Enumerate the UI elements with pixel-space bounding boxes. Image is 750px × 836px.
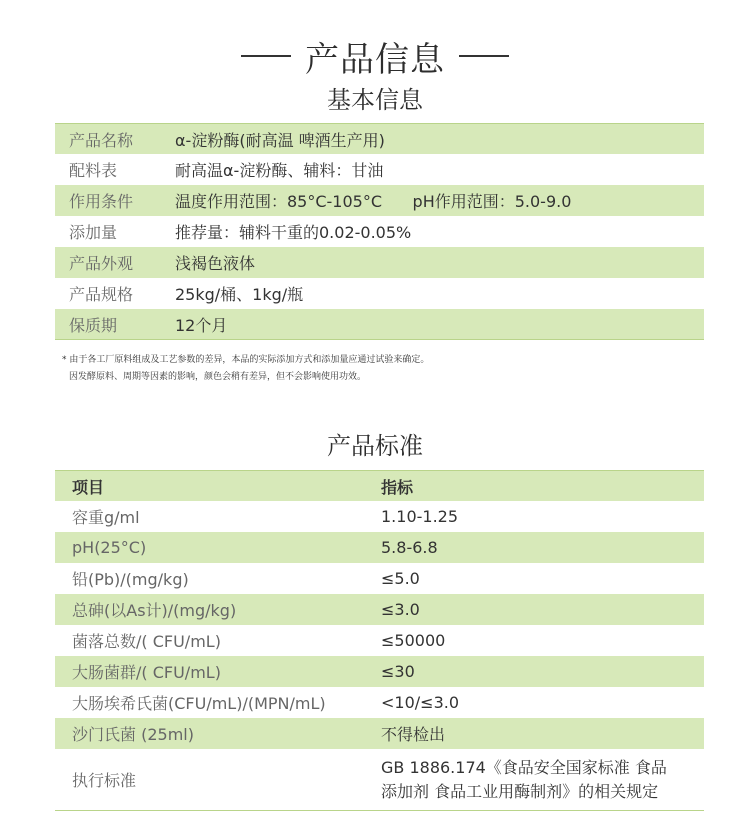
info-label: 产品外观 bbox=[69, 254, 134, 273]
info-row-product-name bbox=[55, 123, 704, 154]
info-label: 作用条件 bbox=[69, 192, 134, 211]
value-cell: 不得检出 bbox=[381, 725, 446, 744]
title-dash-right bbox=[459, 55, 509, 57]
table-row bbox=[55, 656, 704, 687]
value-cell: 1.10-1.25 bbox=[381, 507, 459, 526]
basic-info-table bbox=[55, 123, 704, 340]
item-cell: 容重g/ml bbox=[72, 508, 140, 527]
info-value: 12个月 bbox=[175, 315, 228, 335]
table-row bbox=[55, 501, 704, 532]
standard-table bbox=[55, 470, 704, 811]
info-row-appearance bbox=[55, 247, 704, 278]
value-cell: ≤30 bbox=[381, 662, 415, 681]
info-label: 产品名称 bbox=[69, 130, 134, 150]
standard-header-row bbox=[55, 470, 704, 501]
table-row bbox=[55, 532, 704, 563]
item-cell: 执行标准 bbox=[72, 771, 137, 790]
title-dash-left bbox=[241, 55, 291, 57]
value-cell: ≤50000 bbox=[381, 631, 446, 650]
basic-info-title: 基本信息 bbox=[327, 86, 423, 114]
footnote-line: 因发酵原料、周期等因素的影响，颜色会稍有差异，但不会影响使用功效。 bbox=[69, 372, 367, 382]
standard-title: 产品标准 bbox=[327, 432, 423, 460]
item-cell: pH(25°C) bbox=[72, 538, 147, 557]
info-label: 添加量 bbox=[69, 223, 118, 242]
info-value: 温度作用范围：85°C-105°C pH作用范围：5.0-9.0 bbox=[175, 192, 572, 211]
table-row bbox=[55, 625, 704, 656]
info-label: 保质期 bbox=[69, 315, 118, 335]
value-cell: 5.8-6.8 bbox=[381, 538, 438, 557]
exec-standard-line: GB 1886.174《食品安全国家标准 食品 bbox=[381, 757, 667, 777]
info-label: 产品规格 bbox=[69, 285, 134, 304]
table-row bbox=[55, 563, 704, 594]
table-row bbox=[55, 718, 704, 749]
info-value: 25kg/桶、1kg/瓶 bbox=[175, 285, 304, 304]
info-value: 推荐量：辅料干重的0.02-0.05% bbox=[175, 223, 412, 242]
item-cell: 大肠埃希氏菌(CFU/mL)/(MPN/mL) bbox=[72, 694, 326, 713]
info-value: 耐高温α-淀粉酶、辅料：甘油 bbox=[175, 161, 384, 180]
value-cell: <10/≤3.0 bbox=[381, 693, 460, 712]
info-row-shelf-life bbox=[55, 309, 704, 340]
header-item: 项目 bbox=[72, 477, 105, 497]
info-row-dosage bbox=[55, 216, 704, 247]
info-label: 配料表 bbox=[69, 161, 118, 180]
info-row-spec bbox=[55, 278, 704, 309]
table-row-exec-standard bbox=[55, 749, 704, 811]
info-row-conditions bbox=[55, 185, 704, 216]
value-cell bbox=[377, 756, 704, 804]
item-cell: 沙门氏菌 (25ml) bbox=[72, 725, 194, 744]
info-value: α-淀粉酶(耐高温 啤酒生产用) bbox=[175, 130, 385, 150]
page-title bbox=[0, 28, 750, 84]
value-cell: ≤3.0 bbox=[381, 600, 420, 619]
table-row bbox=[55, 687, 704, 718]
table-row bbox=[55, 594, 704, 625]
page-title-text: 产品信息 bbox=[305, 39, 445, 80]
footnotes bbox=[62, 352, 702, 386]
item-cell: 菌落总数/( CFU/mL) bbox=[72, 632, 221, 651]
header-value: 指标 bbox=[381, 477, 414, 497]
item-cell: 总砷(以As计)/(mg/kg) bbox=[72, 601, 237, 620]
info-value: 浅褐色液体 bbox=[175, 254, 256, 273]
footnote-line: * 由于各工厂原料组成及工艺参数的差异，本品的实际添加方式和添加量应通过试验来确定。 bbox=[62, 355, 430, 365]
exec-standard-line: 添加剂 食品工业用酶制剂》的相关规定 bbox=[381, 781, 659, 801]
value-cell: ≤5.0 bbox=[381, 569, 420, 588]
info-row-ingredients bbox=[55, 154, 704, 185]
item-cell: 铅(Pb)/(mg/kg) bbox=[72, 570, 189, 589]
item-cell: 大肠菌群/( CFU/mL) bbox=[72, 663, 221, 682]
